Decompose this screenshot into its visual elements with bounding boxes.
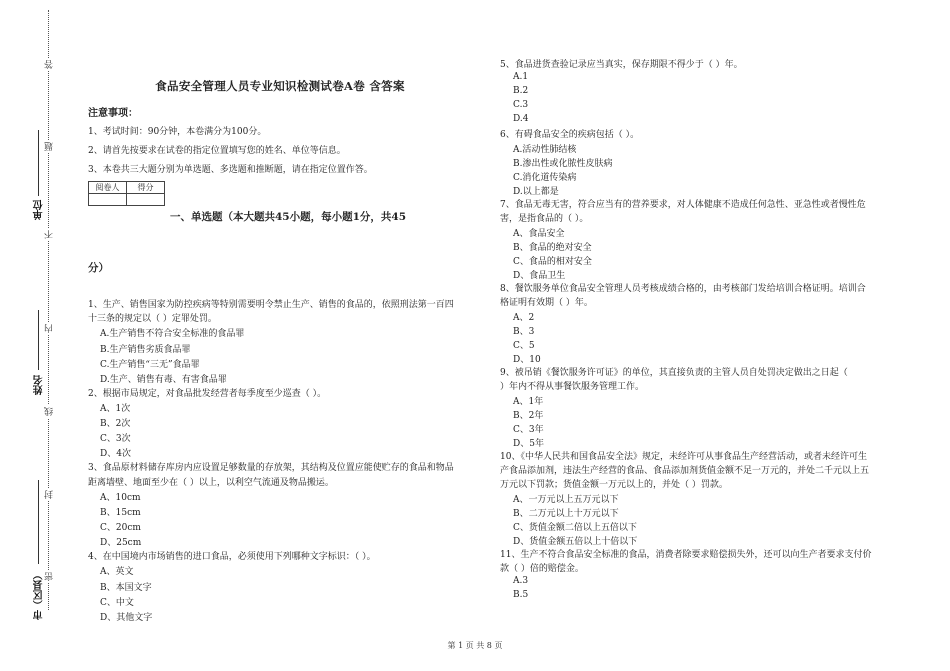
cut-char: 密 (45, 572, 55, 581)
question-text: 7、食品无毒无害，符合应当有的营养要求，对人体健康不造成任何急性、亚急性或者慢性危 (500, 200, 866, 211)
answer-option[interactable]: B、15cm (100, 507, 141, 518)
question-text: 万元以下罚款；货值金额一万元以上的，并处（ ）罚款。 (500, 480, 728, 490)
question-text: 9、被吊销《餐饮服务许可证》的单位，其直接负责的主管人员自处罚决定做出之日起（ (500, 368, 848, 379)
answer-option[interactable]: D、5年 (513, 439, 544, 449)
notice-item: 2、请首先按要求在试卷的指定位置填写您的姓名、单位等信息。 (88, 146, 346, 156)
notice-item: 3、本卷共三大题分别为单选题、多选题和推断题，请在指定位置作答。 (88, 165, 373, 175)
answer-option[interactable]: D.以上都是 (513, 187, 559, 197)
answer-option[interactable]: C.生产销售“三无”食品罪 (100, 359, 200, 370)
cut-line (48, 10, 49, 610)
answer-option[interactable]: A、食品安全 (513, 229, 565, 239)
answer-option[interactable]: D、25cm (100, 538, 142, 549)
cut-char: 题 (45, 142, 55, 151)
answer-option[interactable]: C、货值金额二倍以上五倍以下 (513, 522, 637, 533)
answer-option[interactable]: C、20cm (100, 523, 141, 533)
answer-option[interactable]: A.活动性肺结核 (513, 145, 577, 155)
answer-option[interactable]: B.渗出性或化脓性皮肤病 (513, 159, 613, 169)
question-text: 3、食品原材料储存库房内应设置足够数量的存放架，其结构及位置应能使贮存的食品和物品 (88, 463, 454, 474)
answer-option[interactable]: C、中文 (100, 597, 134, 608)
answer-option[interactable]: D、食品卫生 (513, 271, 566, 281)
answer-option[interactable]: A、10cm (100, 492, 141, 503)
exam-title: 食品安全管理人员专业知识检测试卷A卷 含答案 (155, 79, 405, 93)
cut-char: 答 (45, 60, 55, 69)
binding-strip (0, 0, 80, 671)
answer-option[interactable]: D、货值金额五倍以上十倍以下 (513, 536, 638, 547)
answer-option[interactable]: C.3 (513, 99, 529, 110)
answer-option[interactable]: D、4次 (100, 449, 131, 460)
answer-option[interactable]: B.生产销售劣质食品罪 (100, 344, 191, 355)
question-text: 1、生产、销售国家为防控疾病等特别需要明令禁止生产、销售的食品的，依照刑法第一百四 (88, 300, 454, 310)
question-text: 6、有碍食品安全的疾病包括（ ）。 (500, 130, 640, 141)
unit-label: 单位 (34, 200, 45, 220)
answer-option[interactable]: C、食品的相对安全 (513, 257, 592, 267)
notice-heading: 注意事项： (88, 108, 138, 119)
section-heading: 一、单选题（本大题共45小题，每小题1分，共45 (170, 211, 407, 223)
district-fill-line[interactable] (38, 480, 39, 564)
question-text: 距离墙壁、地面至少在（ ）以上，以利空气流通及物品搬运。 (88, 477, 334, 488)
answer-option[interactable]: C、3次 (100, 434, 131, 445)
answer-option[interactable]: A、英文 (100, 567, 134, 578)
answer-option[interactable]: B、2次 (100, 419, 131, 430)
question-text: 十三条的规定以（ ）定罪处罚。 (88, 314, 217, 325)
question-text: 10、《中华人民共和国食品安全法》规定，未经许可从事食品生产经营活动，或者未经许可生 (500, 452, 867, 463)
page-footer: 第 1 页 共 8 页 (447, 641, 503, 650)
answer-option[interactable]: A.3 (513, 575, 529, 586)
answer-option[interactable]: D.生产、销售有毒、有害食品罪 (100, 374, 227, 385)
answer-option[interactable]: C.消化道传染病 (513, 173, 577, 183)
answer-option[interactable]: A、2 (513, 313, 535, 323)
score-cell[interactable] (127, 194, 165, 206)
answer-option[interactable]: B、二万元以上十万元以下 (513, 508, 619, 519)
name-label: 姓名 (34, 375, 45, 395)
question-text: 害，是指食品的（ ）。 (500, 214, 589, 225)
score-table (88, 181, 165, 206)
unit-fill-line[interactable] (38, 130, 39, 196)
grader-header: 阅卷人 (89, 182, 127, 194)
cut-char: 线 (45, 407, 55, 416)
answer-option[interactable]: B.2 (513, 85, 529, 96)
answer-option[interactable]: A、1次 (100, 404, 131, 414)
answer-option[interactable]: A.生产销售不符合安全标准的食品罪 (100, 329, 245, 340)
question-text: 格证明有效期（ ）年。 (500, 298, 593, 309)
answer-option[interactable]: B.5 (513, 589, 529, 600)
cut-char: 内 (45, 324, 55, 333)
answer-option[interactable]: B、3 (513, 327, 535, 337)
answer-option[interactable]: B、2年 (513, 411, 544, 421)
answer-option[interactable]: D、10 (513, 355, 541, 365)
question-text: 8、餐饮服务单位食品安全管理人员考核成绩合格的，由考核部门发给培训合格证明。培训合 (500, 284, 866, 295)
cut-char: 不 (45, 230, 55, 239)
name-fill-line[interactable] (38, 310, 39, 370)
question-text: 11、生产不符合食品安全标准的食品，消费者除要求赔偿损失外，还可以向生产者要求支付价 (500, 550, 872, 561)
answer-option[interactable]: B、食品的绝对安全 (513, 243, 592, 253)
answer-option[interactable]: C、5 (513, 341, 535, 351)
question-text: 款（ ）倍的赔偿金。 (500, 564, 584, 574)
notice-item: 1、考试时间：90分钟，本卷满分为100分。 (88, 127, 267, 137)
answer-option[interactable]: C、3年 (513, 425, 544, 435)
answer-option[interactable]: A、一万元以上五万元以下 (513, 494, 619, 505)
answer-option[interactable]: D、其他文字 (100, 612, 153, 623)
answer-option[interactable]: A.1 (513, 71, 529, 82)
score-header: 得分 (127, 182, 165, 194)
cut-char: 封 (45, 490, 55, 499)
grader-cell[interactable] (89, 194, 127, 206)
answer-option[interactable]: D.4 (513, 113, 529, 124)
district-label: 市（区县） (34, 570, 45, 620)
question-text: 2、根据市局规定，对食品批发经营者每季度至少巡查（ ）。 (88, 388, 327, 399)
answer-option[interactable]: B、本国文字 (100, 582, 152, 593)
section-heading-tail: 分） (88, 262, 109, 274)
answer-option[interactable]: A、1年 (513, 397, 544, 407)
question-text: 产食品添加剂，违法生产经营的食品、食品添加剂货值金额不足一万元的，并处二千元以上五 (500, 466, 870, 477)
question-text: 5、食品进货查验记录应当真实，保存期限不得少于（ ）年。 (500, 60, 743, 70)
question-text: ）年内不得从事餐饮服务管理工作。 (500, 382, 645, 393)
question-text: 4、在中国境内市场销售的进口食品，必须使用下列哪种文字标识：（ ）。 (88, 552, 376, 563)
